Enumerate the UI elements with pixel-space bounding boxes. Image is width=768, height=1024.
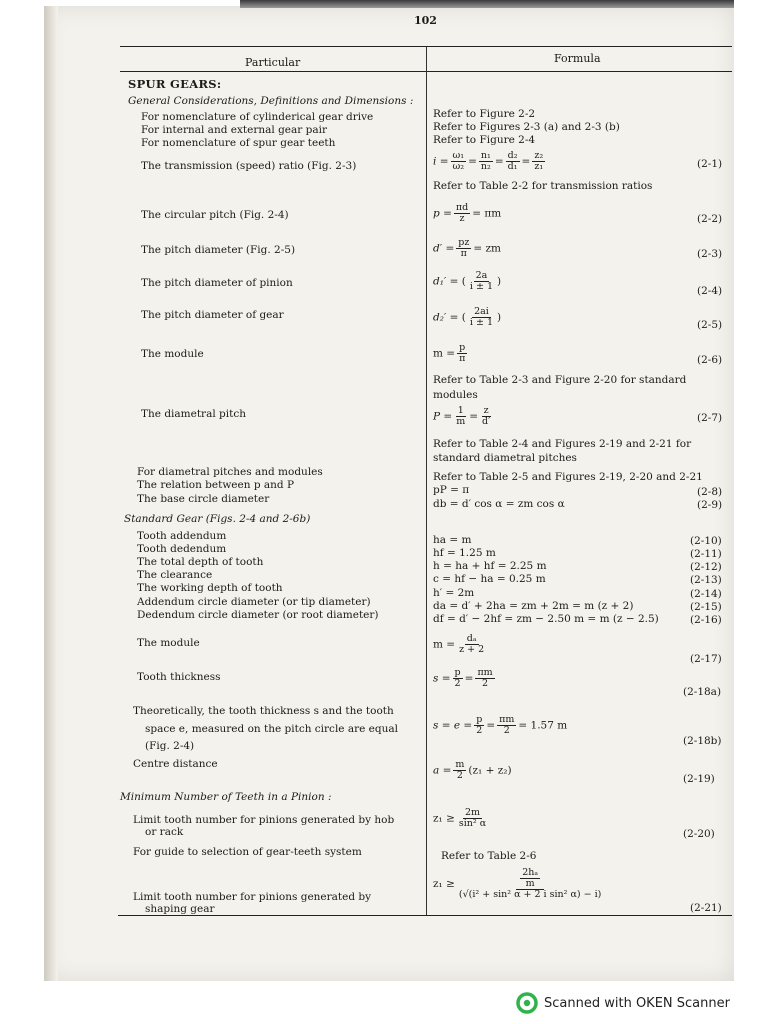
equation-number: (2-1) <box>697 158 723 170</box>
formula-centre-distance: a = $\frac{m}{2}$ (z₁ + z₂) <box>433 759 512 781</box>
formula-text: Refer to Figures 2-3 (a) and 2-3 (b) <box>433 121 620 133</box>
equation-number: (2-2) <box>697 213 723 225</box>
formula-text: ha = m <box>433 534 472 546</box>
equation-number: (2-4) <box>697 285 723 297</box>
column-header-formula: Formula <box>554 52 601 65</box>
subsection-minimum-teeth: Minimum Number of Teeth in a Pinion : <box>120 791 332 803</box>
particular-text: (Fig. 2-4) <box>145 740 195 752</box>
particular-text: For nomenclature of cylinderical gear drive <box>141 111 374 123</box>
particular-text: The total depth of tooth <box>137 556 264 568</box>
formula-text: Refer to Table 2-3 and Figure 2-20 for standard <box>433 374 687 386</box>
formula-circular-pitch: p = $\frac{\pi d}{z}$ = πm <box>433 202 502 224</box>
particular-text: For internal and external gear pair <box>141 124 327 136</box>
particular-text: or rack <box>145 826 184 838</box>
formula-diametral-pitch: P = $\frac{1}{m}$ = $\frac{z}{d'}$ <box>433 405 491 427</box>
formula-limit-shaping: z₁ ≥ $\frac{\frac{\text{2hₐ}}{m}}{\text{(√(i² + sin² α + 2 i sin² α) − i)}}$ <box>433 867 602 900</box>
subsection-standard-gear: Standard Gear (Figs. 2-4 and 2-6b) <box>124 513 311 525</box>
column-header-particular: Particular <box>245 56 301 69</box>
particular-text: Limit tooth number for pinions generated by <box>133 891 372 903</box>
particular-text: Tooth dedendum <box>137 543 227 555</box>
particular-text: The module <box>141 348 204 360</box>
particular-text: The base circle diameter <box>137 493 270 505</box>
formula-text: df = d′ − 2hf = zm − 2.50 m = m (z − 2.5) <box>433 613 659 625</box>
formula-text: Refer to Table 2-2 for transmission ratios <box>433 180 653 192</box>
formula-text: modules <box>433 389 478 401</box>
particular-text: Addendum circle diameter (or tip diameter) <box>137 596 371 608</box>
particular-text: shaping gear <box>145 903 215 915</box>
scanner-watermark <box>516 992 730 1014</box>
scanner-watermark-text: Scanned with OKEN Scanner <box>544 995 730 1011</box>
equation-number: (2-3) <box>697 248 723 260</box>
equation-number: (2-18b) <box>683 735 722 747</box>
particular-text: Centre distance <box>133 758 218 770</box>
equation-number: (2-10) <box>690 535 722 547</box>
equation-number: (2-13) <box>690 574 722 586</box>
particular-text: The pitch diameter of pinion <box>141 277 293 289</box>
formula-thickness-space: s = e = $\frac{p}{2}$ = $\frac{\pi m}{2}$ = 1.57 m <box>433 714 568 736</box>
scan-top-edge <box>240 0 734 8</box>
equation-number: (2-14) <box>690 588 722 600</box>
formula-text: h′ = 2m <box>433 587 475 599</box>
formula-pitch-diameter-pinion: d₁′ = ( $\frac{2a}{i \pm 1}$ ) <box>433 270 502 292</box>
particular-text: For guide to selection of gear-teeth system <box>133 846 362 858</box>
equation-number: (2-20) <box>683 828 715 840</box>
particular-text: For nomenclature of spur gear teeth <box>141 137 336 149</box>
equation-number: (2-11) <box>690 548 722 560</box>
formula-tooth-thickness: s = $\frac{p}{2}$ = $\frac{\pi m}{2}$ <box>433 667 493 689</box>
particular-text: The working depth of tooth <box>137 582 283 594</box>
equation-number: (2-6) <box>697 354 723 366</box>
equation-number: (2-9) <box>697 499 723 511</box>
formula-limit-hob: z₁ ≥ $\frac{2m}{\text{sin² α}}$ <box>433 807 487 829</box>
page-binding-shadow <box>44 6 58 981</box>
formula-text: Refer to Table 2-5 and Figures 2-19, 2-20 and 2-21 <box>433 471 703 483</box>
particular-text: Tooth thickness <box>137 671 221 683</box>
formula-text: c = hf − ha = 0.25 m <box>433 573 546 585</box>
formula-transmission-ratio: i = $\frac{\text{ω₁}}{\text{ω₂}}$ = $\frac{\text{n₁}}{\text{n₂}}$ = $\frac{\text{d₂}}{\text{d₁}}$ = $\frac{\text{z₂}}{\text{z₁}}$ <box>433 150 544 172</box>
formula-text: Refer to Figure 2-4 <box>433 134 536 146</box>
particular-text: The module <box>137 637 200 649</box>
formula-module: m = $\frac{p}{\pi}$ <box>433 342 466 364</box>
column-divider <box>426 47 427 915</box>
equation-number: (2-19) <box>683 773 715 785</box>
particular-text: Dedendum circle diameter (or root diameter) <box>137 609 379 621</box>
oken-scanner-logo-icon <box>516 992 538 1014</box>
formula-text: db = d′ cos α = zm cos α <box>433 498 565 510</box>
formula-pitch-diameter: d′ = $\frac{pz}{\pi}$ = zm <box>433 237 501 259</box>
equation-number: (2-21) <box>690 902 722 914</box>
particular-text: The circular pitch (Fig. 2-4) <box>141 209 289 221</box>
equation-number: (2-18a) <box>683 686 722 698</box>
particular-text: The transmission (speed) ratio (Fig. 2-3) <box>141 160 357 172</box>
particular-text: Limit tooth number for pinions generated by hob <box>133 814 395 826</box>
equation-number: (2-7) <box>697 412 723 424</box>
formula-text: h = ha + hf = 2.25 m <box>433 560 547 572</box>
equation-number: (2-5) <box>697 319 723 331</box>
formula-text: Refer to Table 2-4 and Figures 2-19 and 2-21 for <box>433 438 692 450</box>
particular-text: The diametral pitch <box>141 408 246 420</box>
particular-text: The pitch diameter (Fig. 2-5) <box>141 244 296 256</box>
equation-number: (2-17) <box>690 653 722 665</box>
formula-text: Refer to Table 2-6 <box>441 850 537 862</box>
particular-text: The clearance <box>137 569 213 581</box>
particular-text: space e, measured on the pitch circle are equal <box>145 723 398 735</box>
particular-text: Tooth addendum <box>137 530 227 542</box>
equation-number: (2-16) <box>690 614 722 626</box>
particular-text: Theoretically, the tooth thickness s and the tooth <box>133 705 394 717</box>
formula-text: Refer to Figure 2-2 <box>433 108 536 120</box>
page-number: 102 <box>414 14 437 27</box>
particular-text: The relation between p and P <box>137 479 295 491</box>
formula-pitch-diameter-gear: d₂′ = ( $\frac{2ai}{i \pm 1}$ ) <box>433 306 502 328</box>
equation-number: (2-12) <box>690 561 722 573</box>
formula-module-from-tip: m = $\frac{\text{dₐ}}{z + 2}$ <box>433 633 485 655</box>
subsection-general: General Considerations, Definitions and Dimensions : <box>128 95 414 107</box>
formula-text: da = d′ + 2ha = zm + 2m = m (z + 2) <box>433 600 634 612</box>
formula-text: standard diametral pitches <box>433 452 577 464</box>
particular-text: The pitch diameter of gear <box>141 309 284 321</box>
formula-text: pP = π <box>433 484 470 496</box>
particular-text: For diametral pitches and modules <box>137 466 323 478</box>
equation-number: (2-8) <box>697 486 723 498</box>
formula-text: hf = 1.25 m <box>433 547 496 559</box>
equation-number: (2-15) <box>690 601 722 613</box>
section-title: SPUR GEARS: <box>128 77 222 91</box>
table-bottom-rule <box>118 915 732 916</box>
